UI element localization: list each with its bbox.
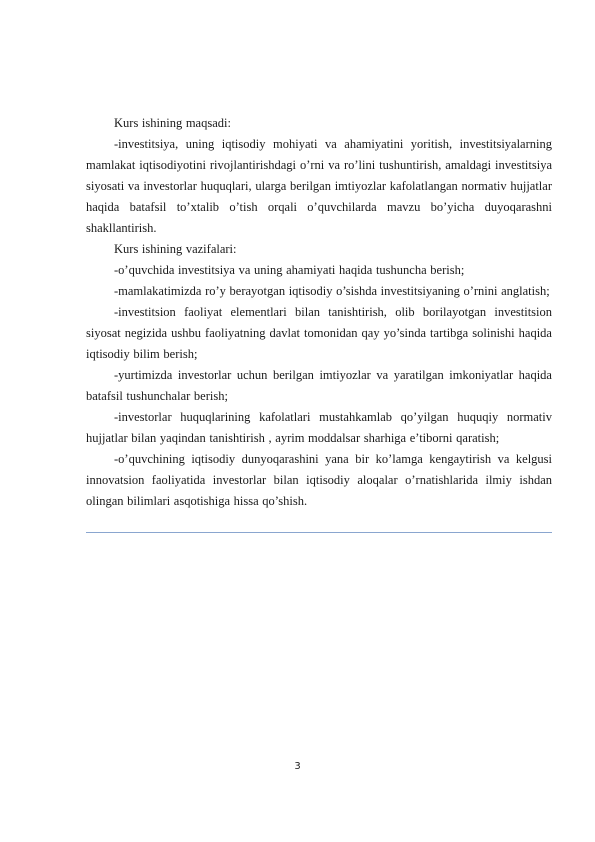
- goal-heading: Kurs ishining maqsadi:: [114, 116, 231, 130]
- task-item: -mamlakatimizda ro’y berayotgan iqtisodiy o’sishda investitsiyaning o’rnini anglatish;: [114, 284, 550, 298]
- task-item: -yurtimizda investorlar uchun berilgan imtiyozlar va yaratilgan imkoniyatlar haqida batafsil tushunchalar berish;: [86, 368, 552, 403]
- task-item: -o’quvchining iqtisodiy dunyoqarashini yana bir ko’lamga kengaytirish va kelgusi innovatsion faoliyatida investorlar bilan iqtisodiy aloqalar o’rnatishlarida ilmiy ishdan olingan bilimlari asqotishiga hissa qo’shish.: [86, 452, 552, 508]
- page-body: [86, 113, 552, 512]
- footer-divider: [86, 532, 552, 533]
- page-number: 3: [294, 761, 301, 772]
- task-item: -investitsion faoliyat elementlari bilan tanishtirish, olib borilayotgan investitsion siyosat negizida ushbu faoliyatning davlat tomonidan qay yo’sinda tartibga solinishi haqida iqtisodiy bilim berish;: [86, 305, 552, 361]
- task-item: -o’quvchida investitsiya va uning ahamiyati haqida tushuncha berish;: [114, 263, 465, 277]
- tasks-heading: Kurs ishining vazifalari:: [114, 242, 237, 256]
- task-item: -investorlar huquqlarining kafolatlari mustahkamlab qo’yilgan huquqiy normativ hujjatlar bilan yaqindan tanishtirish , ayrim moddalsar sharhiga e’tiborni qaratish;: [86, 410, 552, 445]
- goal-text: -investitsiya, uning iqtisodiy mohiyati va ahamiyatini yoritish, investitsiyalarning mamlakat iqtisodiyotini rivojlantirishdagi o’rni va ro’lini tushuntirish, amaldagi investitsiya siyosati va investorlar huquqlari, ularga berilgan imtiyozlar kafolatlangan normativ hujjatlar haqida batafsil to’xtalib o’tish orqali o’quvchilarda mavzu bo’yicha duyoqarashni shakllantirish.: [86, 137, 552, 235]
